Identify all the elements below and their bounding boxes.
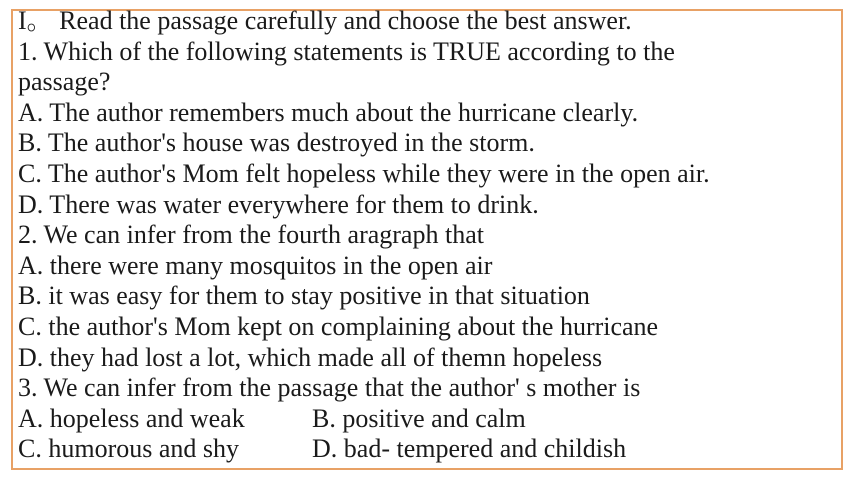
question-3-option-b: B. positive and calm: [312, 403, 526, 433]
question-3-stem: 3. We can infer from the passage that the author' s mother is: [18, 373, 641, 403]
question-2-option-a: A. there were many mosquitos in the open air: [18, 250, 493, 280]
question-2-option-c: C. the author's Mom kept on complaining about the hurricane: [18, 311, 659, 341]
question-3-options-row-1: [18, 404, 838, 435]
question-2-option-b: B. it was easy for them to stay positive in that situation: [18, 281, 590, 311]
question-2-stem: 2. We can infer from the fourth aragraph that: [18, 220, 484, 250]
question-1-option-a: A. The author remembers much about the hurricane clearly.: [18, 97, 639, 127]
question-1-option-c: C. The author's Mom felt hopeless while they were in the open air.: [18, 158, 710, 188]
question-3-option-c: C. humorous and shy: [18, 434, 239, 464]
question-3-option-a: A. hopeless and weak: [18, 403, 245, 433]
question-3-options-row-2: [18, 434, 838, 465]
question-2-option-d: D. they had lost a lot, which made all of themn hopeless: [18, 342, 603, 372]
question-content: [18, 6, 838, 465]
question-3-option-d: D. bad- tempered and childish: [312, 434, 627, 464]
question-1-stem-line-1: 1. Which of the following statements is TRUE according to the: [18, 36, 675, 66]
question-1-option-b: B. The author's house was destroyed in the storm.: [18, 128, 535, 158]
question-1-stem-line-2: passage?: [18, 67, 111, 97]
question-1-option-d: D. There was water everywhere for them to drink.: [18, 189, 539, 219]
instruction-heading: I。 Read the passage carefully and choose the best answer.: [18, 6, 632, 35]
